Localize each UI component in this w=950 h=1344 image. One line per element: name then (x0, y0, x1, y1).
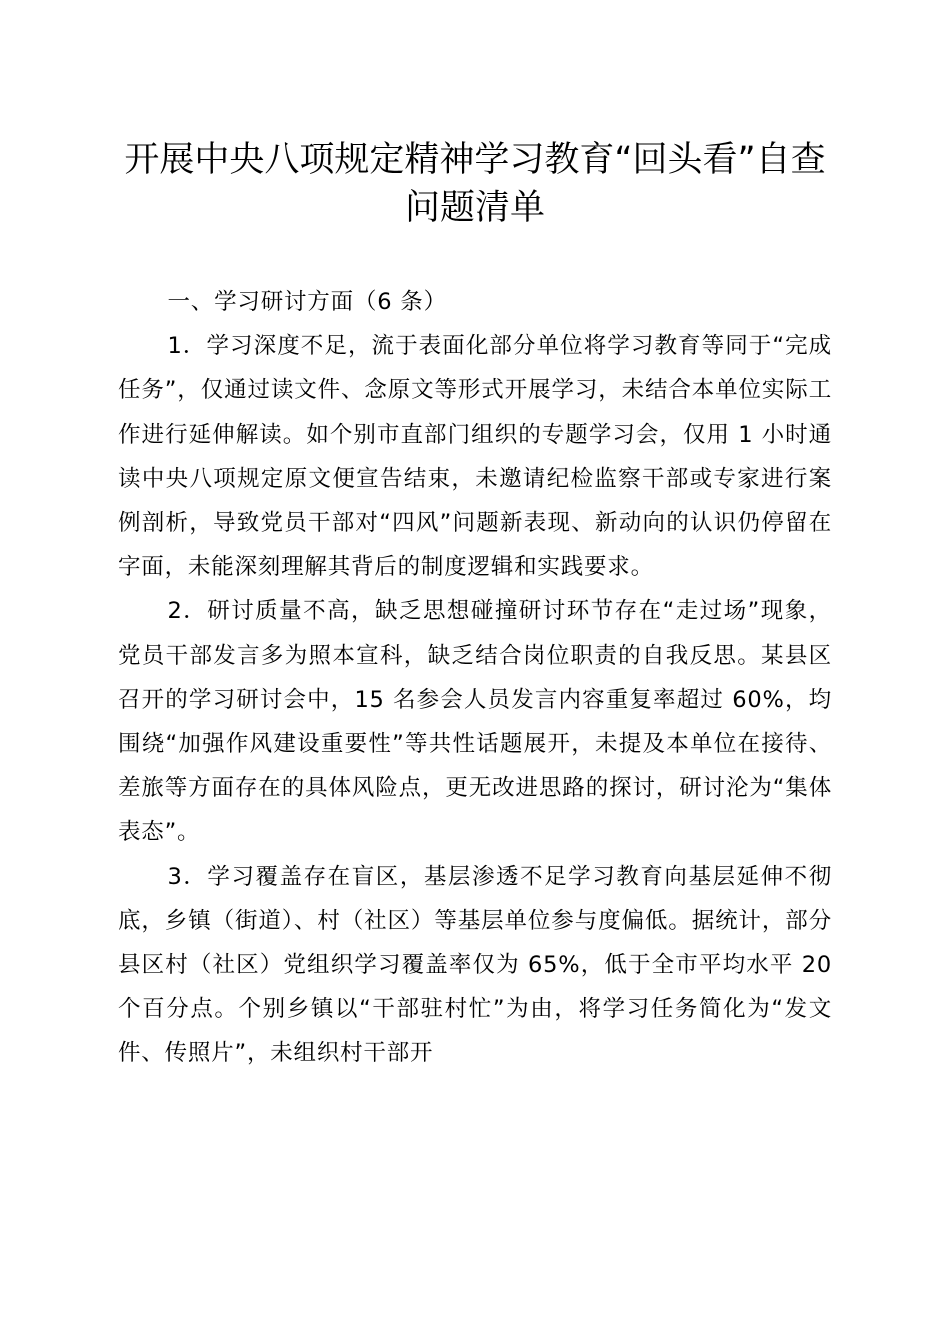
paragraph-2: 2．研讨质量不高，缺乏思想碰撞研讨环节存在“走过场”现象，党员干部发言多为照本宣科，缺乏结合岗位职责的自我反思。某县区召开的学习研讨会中，15 名参会人员发言内容重复率超过 60%，均围绕“加强作风建设重要性”等共性话题展开，未提及本单位在接待、差旅等方面存在的具体风险点，更无改进思路的探讨，研讨沦为“集体表态”。 (118, 598, 832, 846)
paragraph-1: 1．学习深度不足，流于表面化部分单位将学习教育等同于“完成任务”，仅通过读文件、念原文等形式开展学习，未结合本单位实际工作进行延伸解读。如个别市直部门组织的专题学习会，仅用 1 小时通读中央八项规定原文便宣告结束，未邀请纪检监察干部或专家进行案例剖析，导致党员干部对“四风”问题新表现、新动向的认识仍停留在字面，未能深刻理解其背后的制度逻辑和实践要求。 (118, 333, 832, 581)
document-body (118, 280, 832, 1076)
section-heading: 一、学习研讨方面（6 条） (167, 289, 447, 315)
document-title: 开展中央八项规定精神学习教育“回头看”自查问题清单 (124, 140, 826, 228)
paragraph-3: 3．学习覆盖存在盲区，基层渗透不足学习教育向基层延伸不彻底，乡镇（街道）、村（社区）等基层单位参与度偏低。据统计，部分县区村（社区）党组织学习覆盖率仅为 65%，低于全市平均水平 20 个百分点。个别乡镇以“干部驻村忙”为由，将学习任务简化为“发文件、传照片”，未组织村干部开 (118, 863, 832, 1067)
